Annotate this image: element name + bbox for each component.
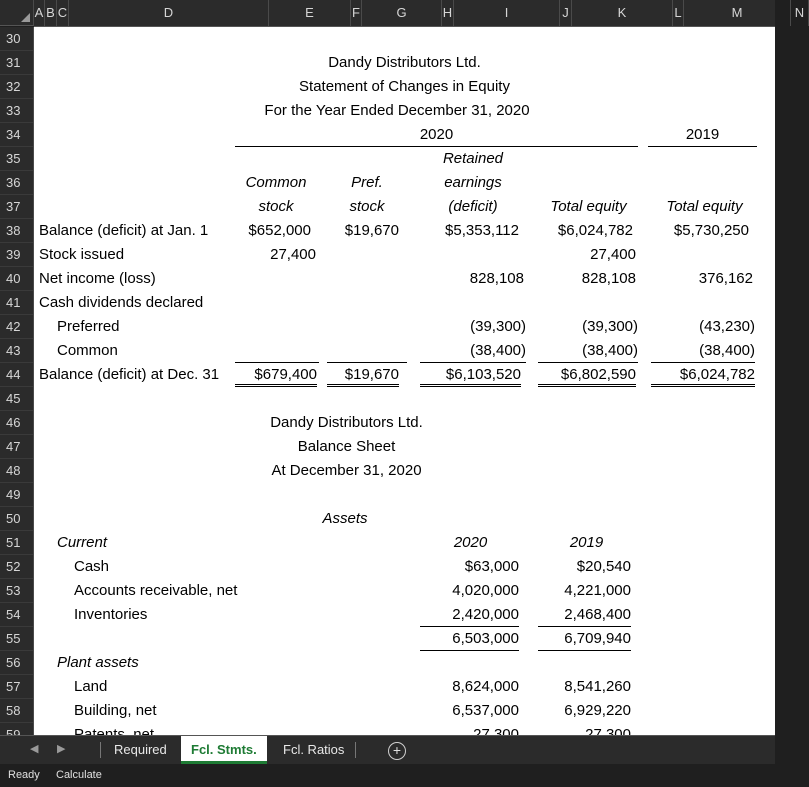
- row-header-58[interactable]: 58: [0, 699, 33, 723]
- balance-value-2020: 6,537,000: [452, 702, 519, 719]
- column-header-g[interactable]: G: [362, 0, 442, 26]
- tab-separator: [100, 742, 101, 758]
- balance-value-2020: 2,420,000: [420, 603, 519, 627]
- balance-value-2019: 2,468,400: [538, 603, 631, 627]
- row-header-48[interactable]: 48: [0, 459, 33, 483]
- sheet-tab-bar: [0, 735, 775, 764]
- balance-value-2019: 8,541,260: [564, 678, 631, 695]
- row-header-40[interactable]: 40: [0, 267, 33, 291]
- equity-prior-value: 376,162: [698, 270, 753, 287]
- tab-required[interactable]: Required: [114, 742, 167, 757]
- equity-total-value: $6,802,590: [538, 363, 636, 387]
- equity-retained-value: (38,400): [420, 339, 526, 363]
- balance-sheet-date: At December 31, 2020: [271, 462, 422, 479]
- row-header-56[interactable]: 56: [0, 651, 33, 675]
- balance-value-2019: 6,929,220: [564, 702, 631, 719]
- row-header-52[interactable]: 52: [0, 555, 33, 579]
- pref-underline: [327, 339, 407, 363]
- balance-item-label: Cash: [74, 558, 110, 575]
- row-header-54[interactable]: 54: [0, 603, 33, 627]
- equity-retained-value: (39,300): [470, 318, 526, 335]
- assets-heading: Assets: [322, 510, 368, 527]
- equity-line-label: Stock issued: [39, 246, 125, 263]
- column-header-m[interactable]: M: [684, 0, 791, 26]
- total-equity-2019-header: Total equity: [666, 198, 743, 215]
- prev-sheet-icon[interactable]: ◀: [30, 743, 39, 755]
- equity-prior-value: $5,730,250: [673, 222, 749, 239]
- balance-sheet-title: Balance Sheet: [297, 438, 396, 455]
- tab-separator: [355, 742, 356, 758]
- equity-line-label: Cash dividends declared: [39, 294, 204, 311]
- column-headers: [34, 0, 805, 27]
- pref-header-2: stock: [349, 198, 385, 215]
- pref-header-1: Pref.: [351, 174, 383, 191]
- equity-line-label: Balance (deficit) at Jan. 1: [39, 222, 209, 239]
- total-equity-header: Total equity: [550, 198, 627, 215]
- row-header-41[interactable]: 41: [0, 291, 33, 315]
- equity-prior-value: (43,230): [699, 318, 755, 335]
- column-header-i[interactable]: I: [454, 0, 560, 26]
- common-header-2: stock: [258, 198, 294, 215]
- equity-common-value: $652,000: [248, 222, 311, 239]
- select-all-corner[interactable]: [0, 0, 34, 26]
- balance-item-label: Accounts receivable, net: [74, 582, 238, 599]
- balance-col-2020: 2020: [453, 534, 488, 551]
- row-header-36[interactable]: 36: [0, 171, 33, 195]
- common-header-1: Common: [245, 174, 307, 191]
- current-total-2019: 6,709,940: [538, 627, 631, 651]
- row-header-30[interactable]: 30: [0, 27, 33, 51]
- column-header-h[interactable]: H: [442, 0, 454, 26]
- balance-item-label: Land: [74, 678, 108, 695]
- row-headers: [0, 27, 34, 735]
- row-header-45[interactable]: 45: [0, 387, 33, 411]
- equity-retained-value: $6,103,520: [420, 363, 521, 387]
- plant-assets-label: Plant assets: [57, 654, 139, 671]
- equity-prior-value: $6,024,782: [651, 363, 755, 387]
- row-header-49[interactable]: 49: [0, 483, 33, 507]
- tab-fcl-ratios[interactable]: Fcl. Ratios: [283, 742, 345, 757]
- balance-company-name: Dandy Distributors Ltd.: [270, 414, 423, 431]
- balance-item-label: Inventories: [74, 606, 148, 623]
- equity-total-value: 828,108: [581, 270, 636, 287]
- year-header-2019: 2019: [648, 123, 757, 147]
- row-header-46[interactable]: 46: [0, 411, 33, 435]
- next-sheet-icon[interactable]: ▶: [57, 743, 66, 755]
- row-header-50[interactable]: 50: [0, 507, 33, 531]
- balance-value-2020: 4,020,000: [452, 582, 519, 599]
- current-total-2020: 6,503,000: [420, 627, 519, 651]
- equity-line-label: Common: [57, 342, 118, 359]
- retained-header-3: (deficit): [448, 198, 498, 215]
- column-header-j[interactable]: J: [560, 0, 572, 26]
- equity-line-label: Net income (loss): [39, 270, 156, 287]
- common-underline: [235, 339, 319, 363]
- column-header-c[interactable]: C: [57, 0, 69, 26]
- balance-value-2020: 8,624,000: [452, 678, 519, 695]
- retained-header-2: earnings: [444, 174, 502, 191]
- equity-common-value: 27,400: [270, 246, 316, 263]
- balance-value-2019: $20,540: [576, 558, 631, 575]
- row-header-38[interactable]: 38: [0, 219, 33, 243]
- row-header-35[interactable]: 35: [0, 147, 33, 171]
- row-header-32[interactable]: 32: [0, 75, 33, 99]
- row-header-47[interactable]: 47: [0, 435, 33, 459]
- column-header-e[interactable]: E: [269, 0, 351, 26]
- equity-pref-value: $19,670: [344, 222, 399, 239]
- retained-header-1: Retained: [442, 150, 504, 167]
- balance-value-2019: 4,221,000: [564, 582, 631, 599]
- equity-pref-value: $19,670: [327, 363, 399, 387]
- balance-value-2020: $63,000: [464, 558, 519, 575]
- row-header-55[interactable]: 55: [0, 627, 33, 651]
- tab-fcl-stmts[interactable]: Fcl. Stmts.: [181, 736, 267, 764]
- equity-line-label: Balance (deficit) at Dec. 31: [39, 366, 220, 383]
- column-header-n[interactable]: N: [791, 0, 809, 26]
- add-sheet-icon[interactable]: +: [388, 742, 406, 760]
- equity-total-value: 27,400: [590, 246, 636, 263]
- equity-statement-title: Statement of Changes in Equity: [299, 78, 510, 95]
- row-header-33[interactable]: 33: [0, 99, 33, 123]
- balance-col-2019: 2019: [569, 534, 604, 551]
- cell-grid[interactable]: [34, 27, 775, 735]
- balance-item-label: Building, net: [74, 702, 157, 719]
- year-header-2020: 2020: [235, 123, 638, 147]
- row-header-53[interactable]: 53: [0, 579, 33, 603]
- equity-company-name: Dandy Distributors Ltd.: [328, 54, 481, 71]
- column-header-f[interactable]: F: [351, 0, 362, 26]
- equity-common-value: $679,400: [235, 363, 317, 387]
- equity-line-label: Preferred: [57, 318, 120, 335]
- row-header-39[interactable]: 39: [0, 243, 33, 267]
- row-header-51[interactable]: 51: [0, 531, 33, 555]
- row-header-37[interactable]: 37: [0, 195, 33, 219]
- row-header-34[interactable]: 34: [0, 123, 33, 147]
- status-ready: Ready: [8, 769, 40, 781]
- equity-period: For the Year Ended December 31, 2020: [264, 102, 530, 119]
- equity-prior-value: (38,400): [651, 339, 755, 363]
- row-header-42[interactable]: 42: [0, 315, 33, 339]
- equity-retained-value: $5,353,112: [445, 222, 519, 239]
- row-header-44[interactable]: 44: [0, 363, 33, 387]
- equity-retained-value: 828,108: [469, 270, 524, 287]
- equity-total-value: $6,024,782: [557, 222, 633, 239]
- row-header-31[interactable]: 31: [0, 51, 33, 75]
- column-header-k[interactable]: K: [572, 0, 673, 26]
- column-header-b[interactable]: B: [45, 0, 57, 26]
- status-calculate[interactable]: Calculate: [56, 769, 102, 781]
- status-bar: [0, 764, 775, 787]
- equity-total-value: (38,400): [538, 339, 638, 363]
- column-header-a[interactable]: A: [34, 0, 45, 26]
- row-header-57[interactable]: 57: [0, 675, 33, 699]
- equity-total-value: (39,300): [582, 318, 638, 335]
- row-header-43[interactable]: 43: [0, 339, 33, 363]
- column-header-d[interactable]: D: [69, 0, 269, 26]
- column-header-l[interactable]: L: [673, 0, 684, 26]
- current-assets-label: Current: [57, 534, 108, 551]
